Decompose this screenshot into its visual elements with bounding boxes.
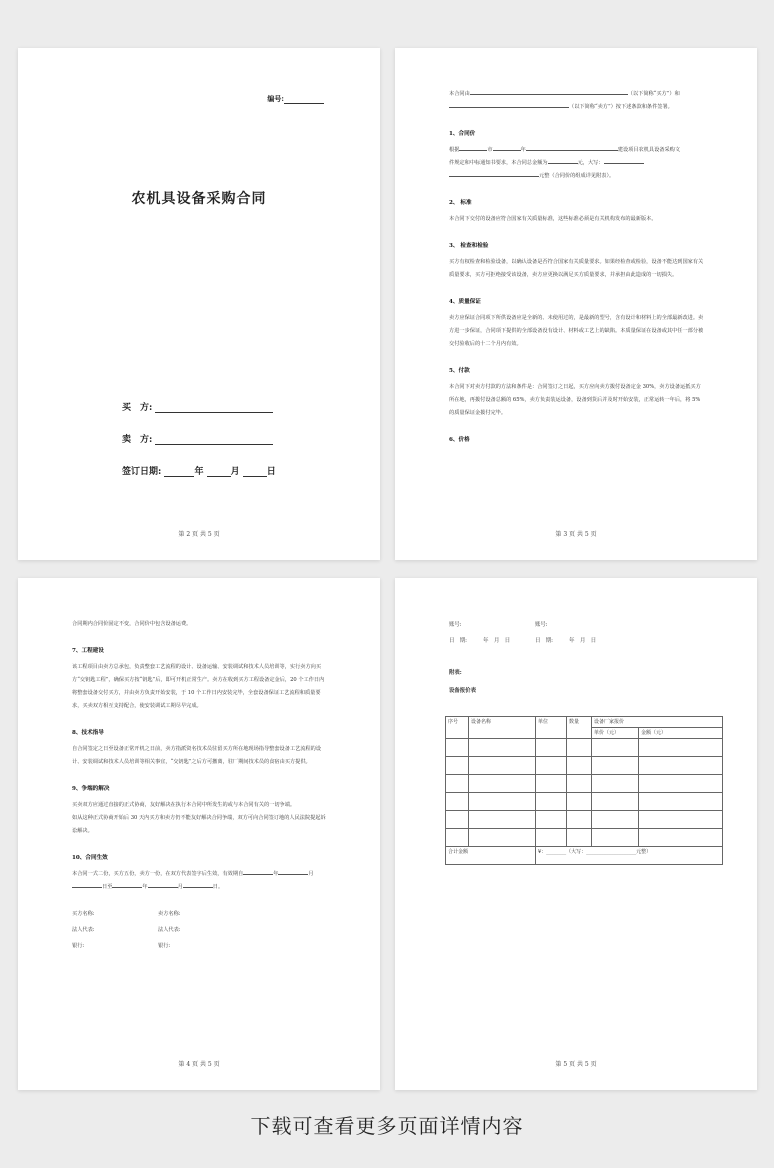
text: 年 xyxy=(142,884,148,890)
blank xyxy=(459,144,487,151)
buyer-name: 买方名称: xyxy=(72,911,95,917)
seller-field xyxy=(122,432,273,445)
sign-date-label: 签订日期: xyxy=(122,467,162,477)
paragraph xyxy=(449,144,705,157)
page-number: 第 3 页 共 5 页 xyxy=(555,531,597,538)
cell xyxy=(639,739,723,757)
buyer-underline xyxy=(155,402,273,413)
cell xyxy=(592,811,639,829)
header-cell: 数量 xyxy=(567,717,592,739)
paragraph: 本合同下对卖方付款的方法和条件是：合同签订之日起，买方应向卖方拨付设备定金 30%，卖方设备运抵买方所在地，再拨付设备总额的 65%，卖方负责装运设备，设备到货后并及时开始安装，正常运转一年后，将 5%的质量保证金拨付完毕。 xyxy=(449,384,701,416)
table-row xyxy=(446,739,723,757)
blank xyxy=(604,157,644,164)
paragraph: 买卖双方应通过直接的正式协商，友好解决在执行本合同中所发生的或与本合同有关的一切争端。 xyxy=(72,802,296,808)
party-a-underline xyxy=(470,88,628,95)
header-cell: 单位 xyxy=(536,717,567,739)
text: 根据 xyxy=(449,147,460,153)
cell xyxy=(639,811,723,829)
page-body xyxy=(72,618,328,958)
blank xyxy=(72,881,102,888)
text: 年 xyxy=(520,147,526,153)
seller-underline xyxy=(155,434,273,445)
text: 元整（合同价的组成详见附表）。 xyxy=(539,173,615,179)
section-heading: 7、工程建设 xyxy=(72,648,104,654)
text: 件规定和中标通知书要求，本合同总金额为 xyxy=(449,160,548,166)
buyer-label: 买 方: xyxy=(122,403,153,413)
paragraph: 合同期内合同价固定不变，合同价中包含设备运费。 xyxy=(72,621,192,627)
blank xyxy=(278,868,308,875)
seller-name: 卖方名称: xyxy=(158,911,181,917)
cell xyxy=(446,757,469,775)
text: 日。 xyxy=(212,884,224,890)
contract-page-5 xyxy=(395,578,757,1090)
table-row xyxy=(446,811,723,829)
page-number: 第 2 页 共 5 页 xyxy=(178,531,220,538)
section-heading: 8、技术指导 xyxy=(72,730,104,736)
cell xyxy=(446,775,469,793)
cell xyxy=(639,775,723,793)
table-row xyxy=(446,775,723,793)
blank xyxy=(526,144,618,151)
text: 市 xyxy=(487,147,493,153)
day-underline xyxy=(243,466,267,477)
seller-bank: 银行: xyxy=(158,943,171,949)
total-value-cell: ¥：________（大写：____________________元整） xyxy=(536,847,723,865)
cell xyxy=(469,739,536,757)
year-underline xyxy=(164,466,194,477)
section-heading: 1、合同价 xyxy=(449,131,476,137)
cell xyxy=(469,775,536,793)
paragraph xyxy=(449,157,705,170)
cell xyxy=(567,829,592,847)
section-heading: 6、价格 xyxy=(449,437,470,443)
cell xyxy=(469,829,536,847)
header-cell: 设备厂家报价 xyxy=(592,717,723,728)
buyer-field xyxy=(122,400,273,413)
contract-page-cover xyxy=(18,48,380,560)
seller-label: 卖 方: xyxy=(122,435,153,445)
cell xyxy=(567,757,592,775)
section-heading: 10、合同生效 xyxy=(72,855,108,861)
header-cell: 设备名称 xyxy=(469,717,536,739)
section-heading: 3、 检查和检验 xyxy=(449,243,489,249)
header-cell: 单价（元） xyxy=(592,728,639,739)
buyer-account: 账号: xyxy=(449,622,462,628)
cell xyxy=(446,793,469,811)
attachment-label: 附表: xyxy=(449,670,462,676)
cell xyxy=(536,829,567,847)
page-body xyxy=(449,88,705,450)
blank xyxy=(449,170,539,177)
cell xyxy=(639,829,723,847)
paragraph: 如从这种正式协商开始后 30 天内买方和卖方仍不能友好解决合同争端，双方可向合同签订地的人民法院提起诉讼解决。 xyxy=(72,815,326,834)
paragraph: 该工程项目由卖方总承包，负责整套工艺流程的设计、设备运输、安装调试和技术人员培训等，实行卖方向买方“交钥匙工程”，确保买方按“钥匙”后，即可开机正常生产。卖方在收到买方工程设备定金后，20 个工作日内将整套设备交付买方，并由卖方负责开始安装，于 10 个工作日内安装完毕，全套设备保证工艺流程和质量要求，买卖双方相互支持配合，使安装调试工期尽早完成。 xyxy=(72,664,325,709)
section-heading: 9、争端的解决 xyxy=(72,786,110,792)
contract-title: 农机具设备采购合同 xyxy=(131,191,267,207)
cell xyxy=(536,811,567,829)
cell xyxy=(592,829,639,847)
cell xyxy=(639,757,723,775)
paragraph: 买方有权检查和检验设备，以确认设备是否符合国家有关质量要求。如果经检查或检验，设备不能达到国家有关质量要求，买方可拒绝接受该设备，卖方应更换以满足买方质量要求，并承担由此造成的一切损失。 xyxy=(449,259,704,278)
page-number: 第 4 页 共 5 页 xyxy=(178,1061,220,1068)
intro-text: （以下简称“卖方”）按下述条款和条件签署。 xyxy=(569,104,673,110)
text: 日至 xyxy=(102,884,113,890)
sign-date-field xyxy=(122,464,276,477)
table-row xyxy=(446,793,723,811)
equipment-price-table xyxy=(445,716,723,865)
month-underline xyxy=(207,466,231,477)
cell xyxy=(469,757,536,775)
buyer-legal-rep: 法人代表: xyxy=(72,927,95,933)
signature-block xyxy=(72,908,328,958)
cell xyxy=(592,757,639,775)
intro-text: （以下简称“买方”）和 xyxy=(627,91,680,97)
seller-date: 日 期: 年 月 日 xyxy=(535,638,597,644)
cell xyxy=(592,793,639,811)
serial-label: 编号: xyxy=(267,94,284,103)
paragraph: 自合同签定之日至设备正常开机之日前，卖方指派资名技术员驻留买方所在地现场指导整套设备工艺流程的设计、安装调试和技术人员培训等相关事宜，“交钥匙”之后方可撤离，驻厂期间技术员的食宿由买方提供。 xyxy=(72,746,322,765)
buyer-date: 日 期: 年 月 日 xyxy=(449,638,511,644)
seller-account: 账号: xyxy=(535,622,548,628)
paragraph xyxy=(72,881,328,894)
cell xyxy=(567,739,592,757)
serial-number-field xyxy=(267,94,324,104)
cell xyxy=(536,739,567,757)
header-cell: 序号 xyxy=(446,717,469,739)
blank xyxy=(183,881,213,888)
download-more-caption: 下载可查看更多页面详情内容 xyxy=(250,1114,524,1138)
paragraph: 本合同下交付的设备应符合国家有关质量标准，这些标准必须是有关机构发布的最新版本。 xyxy=(449,216,657,222)
table-header-row xyxy=(446,717,723,728)
text: 元，大写： xyxy=(577,160,604,166)
buyer-bank: 银行: xyxy=(72,943,85,949)
section-heading: 4、质量保证 xyxy=(449,299,481,305)
section-heading: 2、 标准 xyxy=(449,200,472,206)
party-b-underline xyxy=(449,101,569,108)
blank xyxy=(493,144,521,151)
cell xyxy=(567,775,592,793)
cell xyxy=(592,775,639,793)
page-number: 第 5 页 共 5 页 xyxy=(555,1061,597,1068)
text: 月 xyxy=(308,871,314,877)
section-heading: 5、付款 xyxy=(449,368,470,374)
cell xyxy=(567,811,592,829)
cell xyxy=(536,775,567,793)
table-total-row xyxy=(446,847,723,865)
table-row xyxy=(446,757,723,775)
blank xyxy=(112,881,142,888)
month-label: 月 xyxy=(230,467,240,477)
intro-text: 本合同由 xyxy=(449,91,470,97)
cell xyxy=(469,793,536,811)
blank xyxy=(548,157,578,164)
paragraph xyxy=(72,868,328,881)
day-label: 日 xyxy=(266,467,276,477)
year-label: 年 xyxy=(194,467,204,477)
text: 建设项目农机具设备采购文 xyxy=(617,147,681,153)
serial-underline xyxy=(284,95,324,104)
text: 月 xyxy=(177,884,183,890)
cell xyxy=(469,811,536,829)
cell xyxy=(639,793,723,811)
cell xyxy=(446,739,469,757)
intro-line-1 xyxy=(449,88,705,101)
total-label-cell: 合计金额 xyxy=(446,847,536,865)
text: 年 xyxy=(273,871,279,877)
blank xyxy=(148,881,178,888)
intro-line-2 xyxy=(449,101,705,114)
header-cell: 金额（元） xyxy=(639,728,723,739)
seller-legal-rep: 法人代表: xyxy=(158,927,181,933)
cell xyxy=(446,811,469,829)
table-row xyxy=(446,829,723,847)
blank xyxy=(243,868,273,875)
table-title: 设备报价表 xyxy=(449,688,476,694)
paragraph: 卖方应保证合同项下所供设备应是全新的、未使用过的，是最新的型号，含有设计和材料上的全部最新改进。卖方进一步保证，合同项下提供的全部设备没有设计、材料或工艺上的缺陷。本质量保证在设备或其中任一部分被交付验收后的十二个月内有效。 xyxy=(449,315,704,347)
cell xyxy=(592,739,639,757)
paragraph xyxy=(449,170,705,183)
contract-page-3 xyxy=(395,48,757,560)
cell xyxy=(536,757,567,775)
contract-page-4 xyxy=(18,578,380,1090)
cell xyxy=(446,829,469,847)
text: 本合同一式二份，买方五份，卖方一份，在双方代表签字后生效，有效期自 xyxy=(72,871,244,877)
cell xyxy=(536,793,567,811)
cell xyxy=(567,793,592,811)
